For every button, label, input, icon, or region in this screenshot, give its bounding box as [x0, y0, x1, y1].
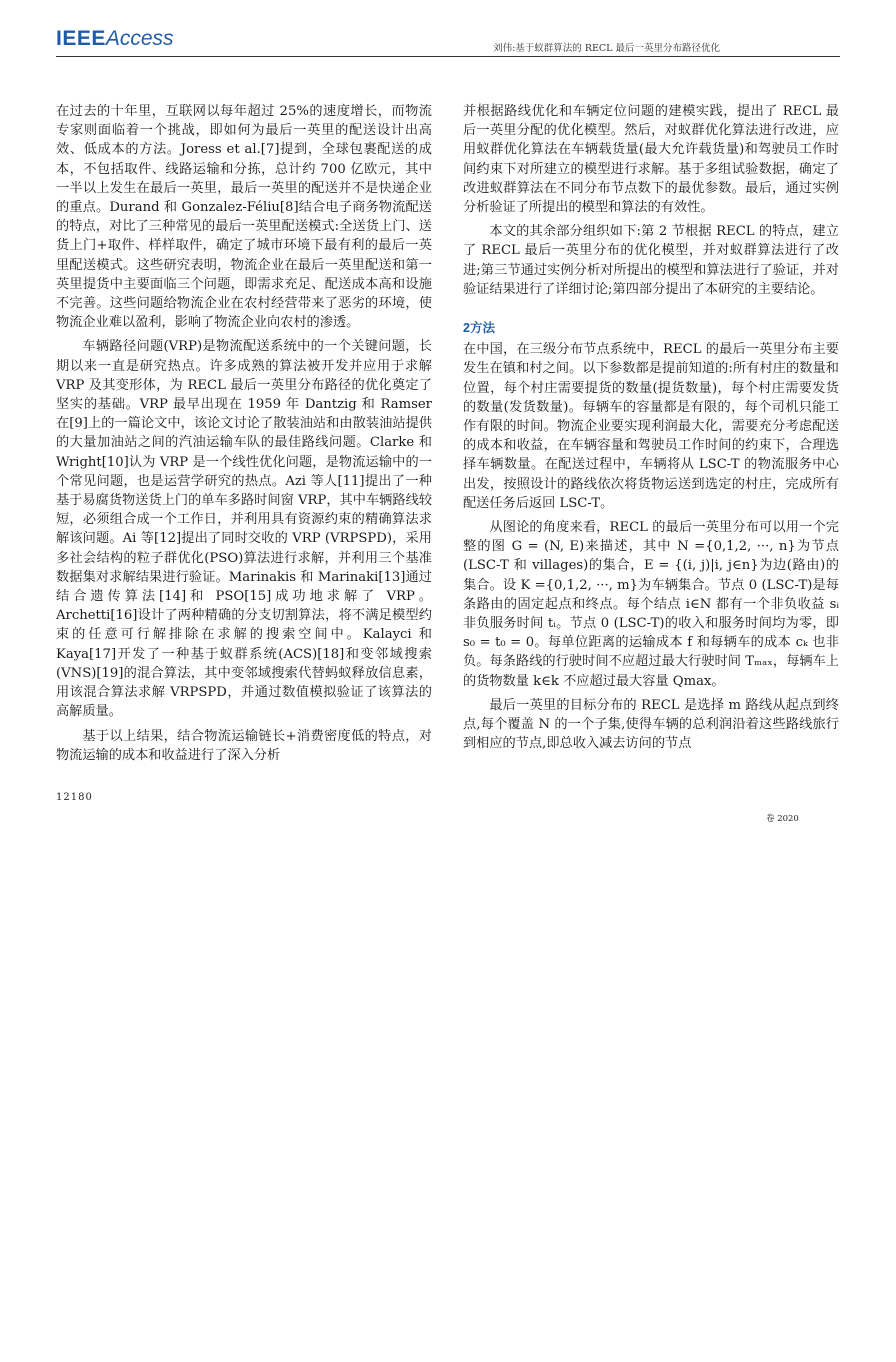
section-heading: 2方法: [463, 321, 495, 336]
journal-logo: [56, 28, 174, 50]
page-number: 12180: [56, 792, 93, 803]
logo-access-text: Access: [105, 27, 174, 50]
running-title: 刘伟:基于蚁群算法的 RECL 最后一英里分布路径优化: [493, 43, 720, 54]
paragraph: 从图论的角度来看，RECL 的最后一英里分布可以用一个完整的图 G = (N, E)来描述，其中 N ={0,1,2, ···, n}为节点(LSC-T 和 villages)的集合，E = {(i, j)|i, j∈n}为边(路由)的集合。设 K ={0,1,2, ···, m}为车辆集合。节点 0 (LSC-T)是每条路由的固定起点和终点。每个结点 i∈N 都有一个非负收益 sᵢ 非负服务时间 tᵢ。节点 0 (LSC-T)的收入和服务时间均为零，即 s₀ = t₀ = 0。每单位距离的运输成本 f 和每辆车的成本 cₖ 也非负。每条路线的行驶时间不应超过最大行驶时间 Tₘₐₓ，每辆车上的货物数量 k∈k 不应超过最大容量 Qmax。: [463, 520, 839, 689]
paragraph: 在过去的十年里，互联网以每年超过 25%的速度增长，而物流专家则面临着一个挑战，即如何为最后一英里的配送设计出高效、低成本的方法。Joress et al.[7]提到，全球包裹配送的成本，不包括取件、线路运输和分拣，总计约 700 亿欧元，其中一半以上发生在最后一英里，最后一英里的配送并不是快递企业的重点。Durand 和 Gonzalez-Féliu[8]结合电子商务物流配送的特点，对比了三种常见的最后一英里配送模式:全送货上门、送货上门+取件、样样取件，确定了城市环境下最有利的最后一英里配送模式。这些研究表明，物流企业在最后一英里配送和第一英里提货中主要面临三个问题，即需求充足、配送成本高和设施不完善。这些问题给物流企业在农村经营带来了恶劣的环境，使物流企业难以盈利，影响了物流企业向农村的渗透。: [56, 104, 432, 331]
paragraph: 基于以上结果，结合物流运输链长+消费密度低的特点，对物流运输的成本和收益进行了深入分析: [56, 728, 432, 763]
header-rule: [56, 56, 840, 57]
paragraph: 并根据路线优化和车辆定位问题的建模实践，提出了 RECL 最后一英里分配的优化模型。然后，对蚁群优化算法进行改进，应用蚁群优化算法在车辆载货量(最大允许载货量)和驾驶员工作时间约束下对所建立的模型进行求解。基于多组试验数据，确定了改进蚁群算法在不同分布节点数下的最优参数。最后，通过实例分析验证了所提出的模型和算法的有效性。: [463, 104, 839, 216]
paragraph: 本文的其余部分组织如下:第 2 节根据 RECL 的特点，建立了 RECL 最后一英里分布的优化模型，并对蚁群算法进行了改进;第三节通过实例分析对所提出的模型和算法进行了验证，并对验证结果进行了详细讨论;第四部分提出了本研究的主要结论。: [463, 224, 839, 297]
paragraph: 最后一英里的目标分布的 RECL 是选择 m 路线从起点到终点,每个覆盖 N 的一个子集,使得车辆的总利润沿着这些路线旅行到相应的节点,即总收入减去访问的节点: [463, 697, 839, 752]
right-column: [463, 102, 839, 759]
volume-label: 卷 2020: [766, 814, 799, 824]
left-column: [56, 102, 432, 770]
logo-ieee-text: IEEE: [56, 27, 106, 50]
paragraph: 车辆路径问题(VRP)是物流配送系统中的一个关键问题，长期以来一直是研究热点。许多成熟的算法被开发并应用于求解 VRP 及其变形体，为 RECL 最后一英里分布路径的优化奠定了坚实的基础。VRP 最早出现在 1959 年 Dantzig 和 Ramser 在[9]上的一篇论文中，该论文讨论了散装油站和由散装油站提供的大量加油站之间的汽油运输车队的最佳路线问题。Clarke 和 Wright[10]认为 VRP 是一个线性优化问题，是物流运输中的一个常见问题，也是运营学研究的热点。Azi 等人[11]提出了一种基于易腐货物送货上门的单车多路时间窗 VRP，其中车辆路线较短，必须组合成一个工作日，并利用具有资源约束的精确算法求解该问题。Ai 等[12]提出了同时交收的 VRP (VRPSPD)，采用多社会结构的粒子群优化(PSO)算法进行求解，并利用三个基准数据集对求解结果进行验证。Marinakis 和 Marinaki[13]通过结合遗传算法[14]和 PSO[15]成功地求解了 VRP。Archetti[16]设计了两种精确的分支切割算法，将不满足模型约束的任意可行解排除在求解的搜索空间中。Kalayci 和 Kaya[17]开发了一种基于蚁群系统(ACS)[18]和变邻域搜索(VNS)[19]的混合算法，其中变邻域搜索代替蚂蚁释放信息素，用该混合算法求解 VRPSPD，并通过数值模拟验证了该算法的高解质量。: [56, 339, 432, 720]
paragraph: 在中国，在三级分布节点系统中，RECL 的最后一英里分布主要发生在镇和村之间。以下参数都是提前知道的:所有村庄的数量和位置，每个村庄需要提货的数量(提货数量)，每个村庄需要发货的数量(发货数量)。每辆车的容量都是有限的，每个司机只能工作有限的时间。物流企业要实现利润最大化，需要充分考虑配送的成本和收益，在车辆容量和驾驶员工作时间的约束下，合理选择车辆数量。在配送过程中，车辆将从 LSC-T 的物流服务中心出发，按照设计的路线依次将货物运送到选定的村庄，完成所有配送任务后返回 LSC-T。: [463, 342, 839, 511]
